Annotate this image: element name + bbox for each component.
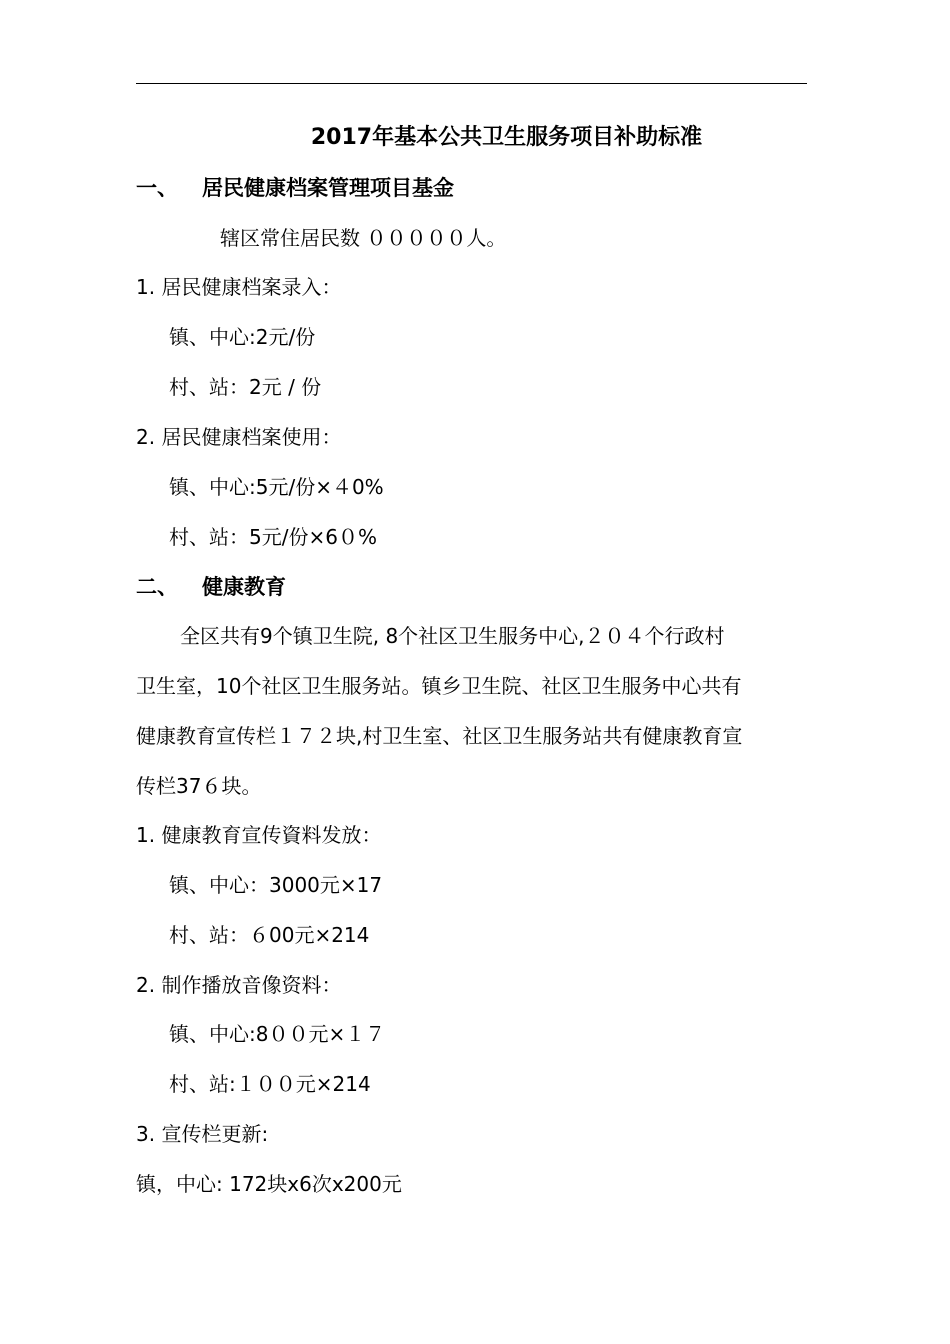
item-label: 3. 宣传栏更新: <box>136 1122 269 1146</box>
paragraph-line: 全区共有9个镇卫生院, 8个社区卫生服务中心,２０４个行政村 <box>180 624 725 648</box>
section-title: 健康教育 <box>202 575 286 599</box>
item-label: 2. 居民健康档案使用： <box>136 425 342 449</box>
document-title: 2017年基本公共卫生服务项目补助标准 <box>310 125 703 150</box>
item-line: 镇、中心:2元/份 <box>169 325 316 349</box>
section-title: 居民健康档案管理项目基金 <box>202 176 454 200</box>
item-line: 镇、中心：3000元×17 <box>169 873 383 897</box>
section-number: 二、 <box>136 575 178 599</box>
paragraph-line: 传栏37６块。 <box>136 774 262 798</box>
paragraph-line: 卫生室，10个社区卫生服务站。镇乡卫生院、社区卫生服务中心共有 <box>136 674 742 698</box>
section-number: 一、 <box>136 176 178 200</box>
item-line: 镇，中心: 172块x6次x200元 <box>136 1172 402 1196</box>
item-line: 镇、中心:5元/份×４0% <box>169 475 384 499</box>
item-line: 村、站：６00元×214 <box>169 923 370 947</box>
item-label: 1. 健康教育宣传資料发放： <box>136 823 382 847</box>
section-heading-2 <box>136 567 816 607</box>
item-line: 村、站：2元 / 份 <box>169 375 322 399</box>
section-heading-1 <box>136 168 816 208</box>
section-intro: 辖区常住居民数 ０００００人。 <box>220 226 507 250</box>
item-line: 村、站:１００元×214 <box>169 1072 371 1096</box>
item-line: 村、站：5元/份×6０% <box>169 525 377 549</box>
paragraph-line: 健康教育宣传栏１７２块,村卫生室、社区卫生服务站共有健康教育宣 <box>136 724 743 748</box>
item-line: 镇、中心:8００元×１７ <box>169 1022 386 1046</box>
header-rule <box>136 83 807 84</box>
item-label: 1. 居民健康档案录入： <box>136 275 342 299</box>
item-label: 2. 制作播放音像资料： <box>136 973 342 997</box>
